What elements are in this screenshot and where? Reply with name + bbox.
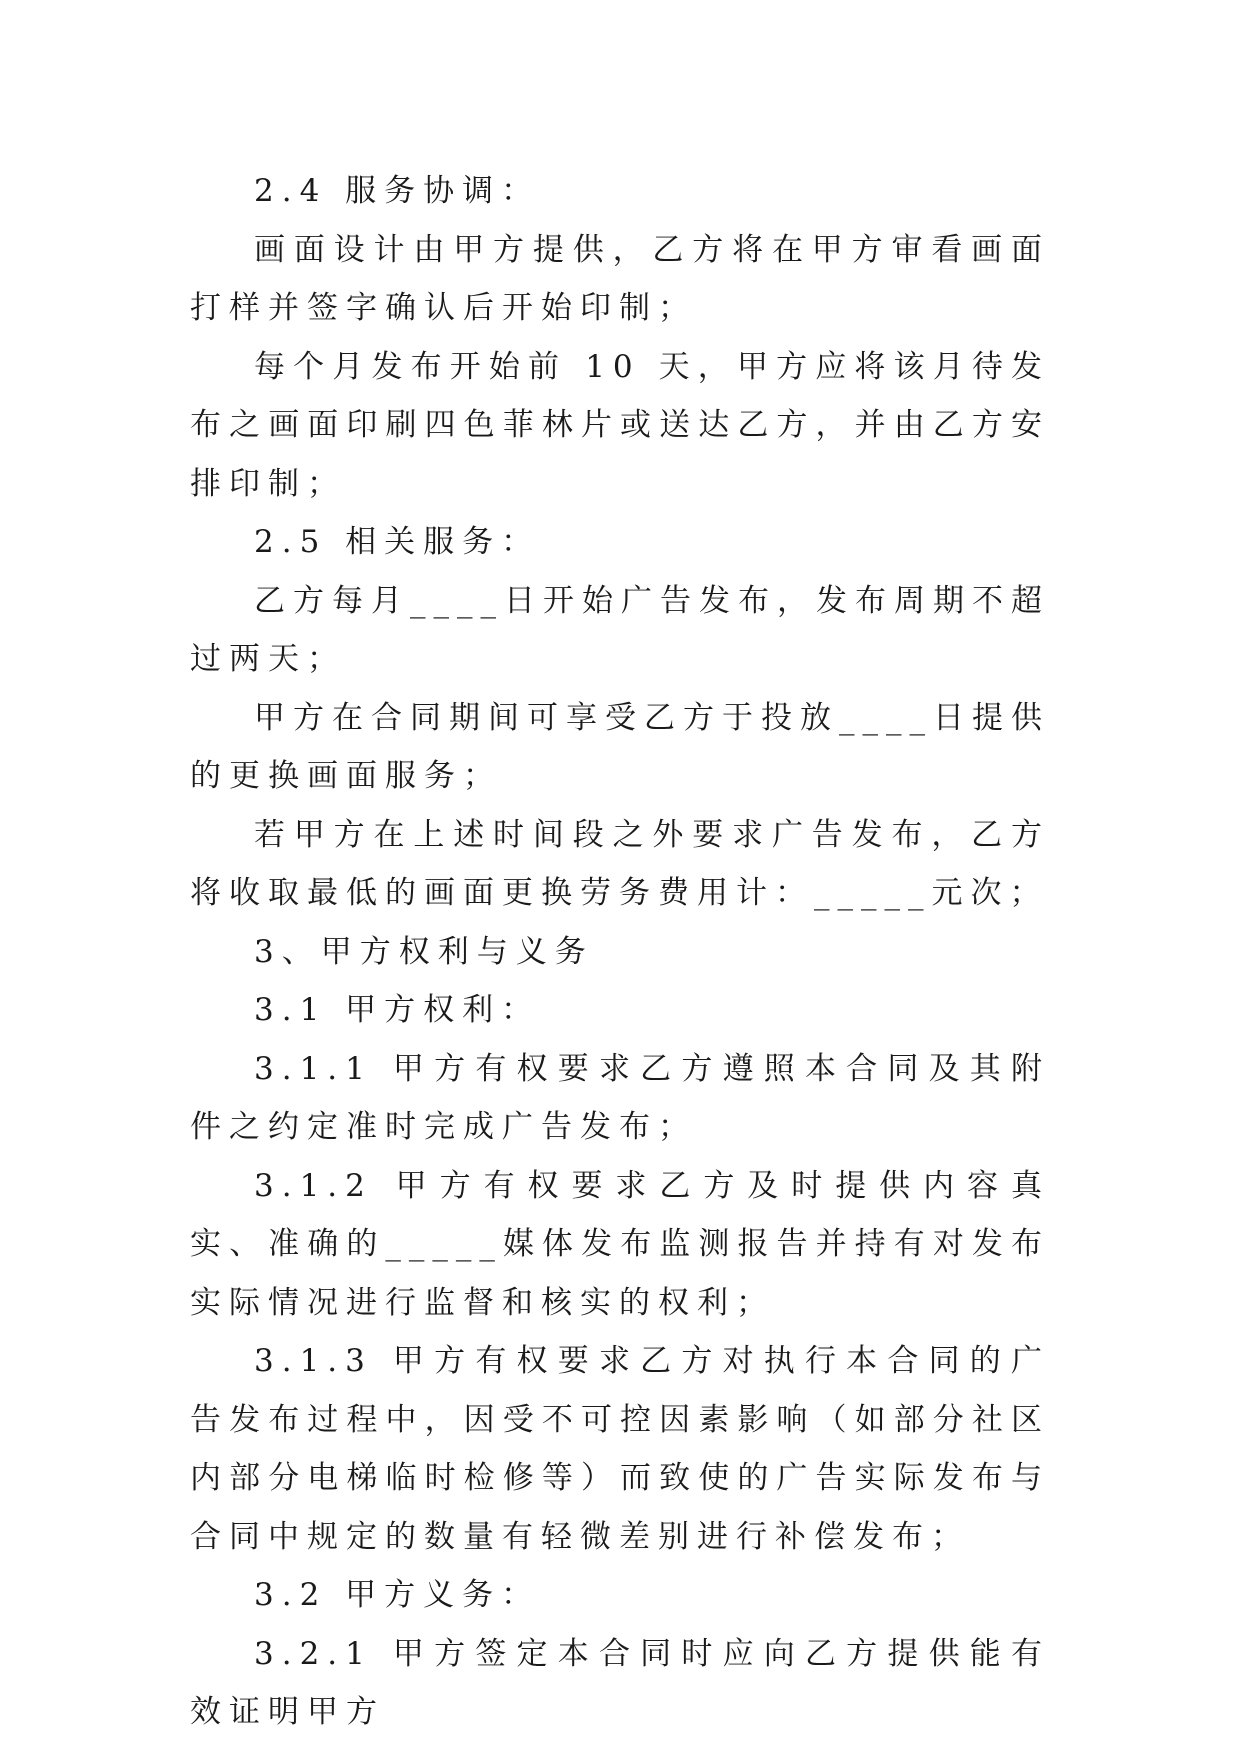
clause-3-1-3: 3.1.3 甲方有权要求乙方对执行本合同的广告发布过程中，因受不可控因素影响（如部分社区内部分电梯临时检修等）而致使的广告实际发布与合同中规定的数量有轻微差别进行补偿发布； <box>190 1343 1050 1555</box>
paragraph-extra-fee: 若甲方在上述时间段之外要求广告发布，乙方将收取最低的画面更换劳务费用计：_____元次； <box>190 816 1050 911</box>
section-2-4-heading: 2.4 服务协调： <box>254 173 541 209</box>
paragraph-replacement-service: 甲方在合同期间可享受乙方于投放____日提供的更换画面服务； <box>190 699 1050 794</box>
document-body <box>190 162 1050 1742</box>
clause-3-2-1: 3.2.1 甲方签定本合同时应向乙方提供能有效证明甲方 <box>190 1635 1050 1730</box>
section-3-1-heading: 3.1 甲方权利： <box>254 992 541 1028</box>
paragraph-publish-start: 乙方每月____日开始广告发布，发布周期不超过两天； <box>190 582 1050 677</box>
section-2-5-heading: 2.5 相关服务： <box>254 524 541 560</box>
clause-3-1-2: 3.1.2 甲方有权要求乙方及时提供内容真实、准确的_____媒体发布监测报告并持有对发布实际情况进行监督和核实的权利； <box>190 1167 1050 1321</box>
paragraph-design-provision: 画面设计由甲方提供，乙方将在甲方审看画面打样并签字确认后开始印制； <box>190 231 1050 326</box>
clause-3-1-1: 3.1.1 甲方有权要求乙方遵照本合同及其附件之约定准时完成广告发布； <box>190 1050 1050 1145</box>
paragraph-monthly-delivery: 每个月发布开始前 10 天，甲方应将该月待发布之画面印刷四色菲林片或送达乙方，并由乙方安排印制； <box>190 348 1050 502</box>
section-3-heading: 3、甲方权利与义务 <box>254 933 594 970</box>
section-3-2-heading: 3.2 甲方义务： <box>254 1577 541 1613</box>
